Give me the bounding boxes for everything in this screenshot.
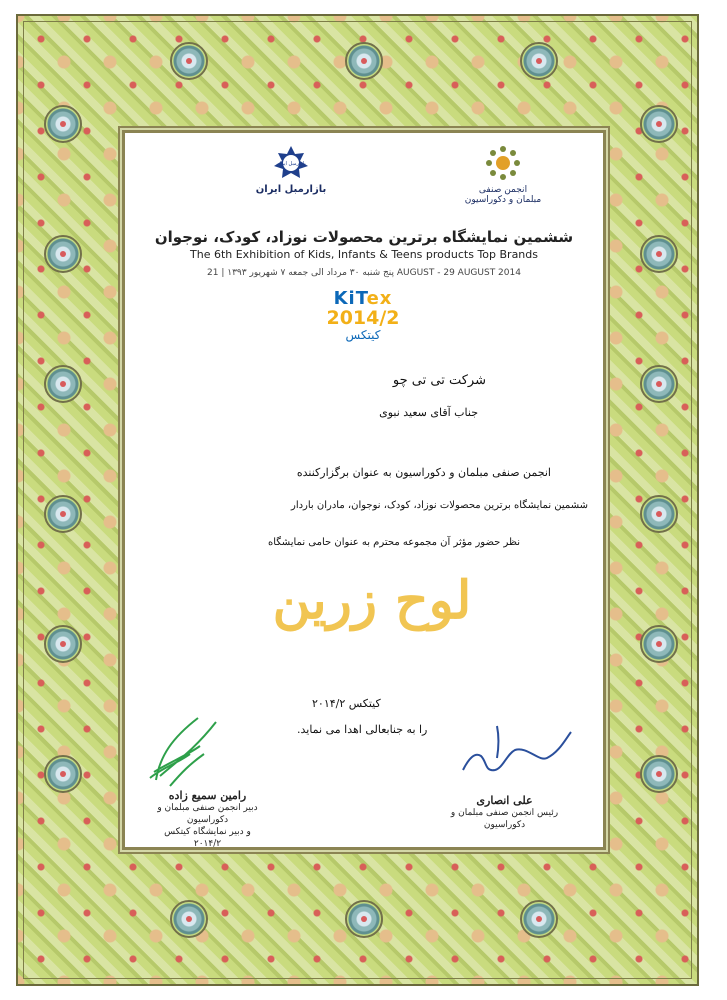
exhibition-title-persian: ششمین نمایشگاه برترین محصولات نوزاد، کودک، نوجوان: [154, 228, 574, 246]
kitex-wordmark: [318, 290, 408, 308]
kitex-ex: ex: [366, 288, 393, 309]
sun-emblem-icon: [485, 145, 521, 181]
badge-text: بازارمبل ایران: [276, 161, 306, 167]
right-signature-mark: [457, 718, 577, 778]
border-medallion: [640, 625, 678, 663]
recipient-person: جناب آقای سعید نبوی: [379, 406, 478, 419]
border-medallion: [345, 900, 383, 938]
exhibition-title-english: The 6th Exhibition of Kids, Infants & Teens products Top Brands: [190, 248, 538, 261]
body-text-line2: ششمین نمایشگاه برترین محصولات نوزاد، کودک، نوجوان، مادران باردار: [291, 500, 588, 511]
certificate-content: [122, 130, 606, 850]
body-text-line1: انجمن صنفی مبلمان و دکوراسیون به عنوان برگزارکننده: [296, 466, 551, 479]
border-medallion: [640, 755, 678, 793]
award-edition: کیتکس ۲۰۱۴/۲: [312, 697, 381, 710]
border-medallion: [640, 495, 678, 533]
bazaar-mobl-logo: [248, 145, 334, 195]
border-medallion: [640, 235, 678, 273]
border-medallion: [640, 105, 678, 143]
border-medallion: [520, 900, 558, 938]
right-signatory: [442, 795, 567, 831]
border-medallion: [170, 42, 208, 80]
award-presentation: را به جنابعالی اهدا می نماید.: [297, 723, 428, 736]
border-medallion: [44, 495, 82, 533]
border-medallion: [345, 42, 383, 80]
date-persian: پنج شنبه ۳۰ مرداد الی جمعه ۷ شهریور ۱۳۹۳: [227, 268, 395, 278]
left-signatory-title1: دبیر انجمن صنفی مبلمان و دکوراسیون: [157, 803, 258, 825]
date-english: 21 AUGUST - 29 AUGUST 2014: [207, 268, 521, 278]
border-medallion: [520, 42, 558, 80]
right-signatory-name: علی انصاری: [476, 794, 533, 807]
left-signature-mark: [142, 708, 237, 788]
recipient-company: شرکت تی تی چو: [392, 373, 486, 388]
kitex-persian: کیتکس: [345, 328, 381, 342]
furniture-association-logo: [460, 145, 546, 205]
border-medallion: [640, 365, 678, 403]
border-medallion: [44, 105, 82, 143]
left-signatory-title2: و دبیر نمایشگاه کیتکس ۲۰۱۴/۲: [164, 827, 251, 849]
border-medallion: [44, 625, 82, 663]
association-name-line1: انجمن صنفی: [478, 185, 528, 195]
right-signatory-title: رئیس انجمن صنفی مبلمان و دکوراسیون: [450, 808, 559, 830]
left-signatory: [150, 790, 265, 850]
star-emblem-icon: [273, 145, 309, 181]
bazaar-mobl-name: بازارمبل ایران: [255, 184, 327, 195]
body-text-line3: نظر حضور مؤثر آن مجموعه محترم به عنوان حامی نمایشگاه: [268, 537, 520, 548]
left-signatory-name: رامین سمیع زاده: [168, 789, 247, 802]
border-medallion: [44, 235, 82, 273]
kitex-logo: [318, 290, 408, 342]
border-medallion: [44, 755, 82, 793]
kitex-ki: KiT: [333, 288, 367, 309]
exhibition-dates: [122, 268, 606, 278]
association-name-line2: مبلمان و دکوراسیون: [464, 195, 542, 205]
date-separator: |: [218, 268, 225, 278]
golden-plaque-title: لوح زرین: [272, 570, 472, 631]
kitex-year: 2014/2: [326, 307, 400, 329]
border-medallion: [170, 900, 208, 938]
border-medallion: [44, 365, 82, 403]
